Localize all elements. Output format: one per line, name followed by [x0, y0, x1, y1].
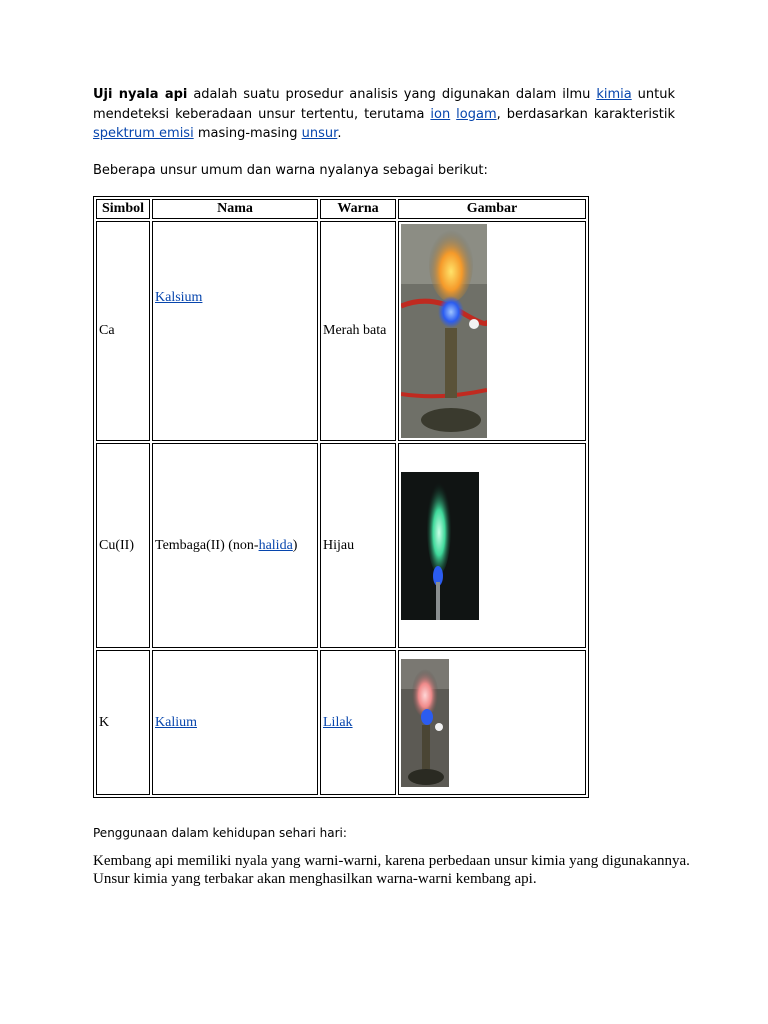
link-kalium[interactable]: Kalium — [155, 714, 197, 730]
nama-suffix: ) — [292, 537, 298, 553]
cell-gambar — [398, 650, 586, 795]
link-unsur[interactable]: unsur — [301, 126, 338, 141]
cell-nama — [152, 443, 318, 648]
intro-paragraph — [93, 85, 675, 144]
cell-nama — [152, 650, 318, 795]
cell-simbol: Ca — [96, 221, 150, 441]
link-logam[interactable]: logam — [456, 106, 497, 122]
header-nama: Nama — [152, 199, 318, 219]
table-row — [96, 443, 586, 648]
potassium-flame-photo — [401, 659, 449, 787]
cell-simbol: Cu(II) — [96, 443, 150, 648]
cell-nama — [152, 221, 318, 441]
intro-text-1: adalah suatu prosedur analisis yang digunakan dalam ilmu — [187, 87, 597, 102]
cell-gambar — [398, 221, 586, 441]
cell-gambar — [398, 443, 586, 648]
intro-text-4: masing-masing — [193, 126, 302, 141]
link-kimia[interactable]: kimia — [596, 87, 632, 102]
nama-prefix: Tembaga(II) (non- — [155, 537, 259, 553]
header-gambar: Gambar — [398, 199, 586, 219]
calcium-flame-photo — [401, 224, 487, 438]
usage-text: Kembang api memiliki nyala yang warni-warni, karena perbedaan unsur kimia yang digunakannya. Unsur kimia yang terbakar akan menghasilkan warna-warni kembang api. — [93, 853, 690, 887]
cell-warna: Hijau — [320, 443, 396, 648]
intro-text-3: , berdasarkan karakteristik — [496, 106, 675, 122]
link-spektrum-emisi[interactable]: spektrum emisi — [93, 126, 194, 141]
intro-text-5: . — [337, 126, 342, 141]
cell-simbol: K — [96, 650, 150, 795]
cell-warna: Merah bata — [320, 221, 396, 441]
intro-term: Uji nyala api — [93, 87, 188, 102]
table-header-row — [96, 199, 586, 219]
table-lead-text: Beberapa unsur umum dan warna nyalanya sebagai berikut: — [93, 163, 488, 178]
usage-title: Penggunaan dalam kehidupan sehari hari: — [93, 826, 347, 840]
link-kalsium[interactable]: Kalsium — [155, 290, 203, 305]
table-row — [96, 221, 586, 441]
link-halida[interactable]: halida — [258, 537, 293, 553]
link-ion[interactable]: ion — [430, 106, 451, 122]
table-row — [96, 650, 586, 795]
link-lilak[interactable]: Lilak — [323, 714, 353, 730]
flame-color-table — [93, 196, 589, 798]
intro-text-2: untuk mendeteksi keberadaan unsur tertentu, terutama — [93, 87, 675, 122]
header-simbol: Simbol — [96, 199, 150, 219]
cell-warna — [320, 650, 396, 795]
copper-flame-photo — [401, 472, 479, 620]
header-warna: Warna — [320, 199, 396, 219]
